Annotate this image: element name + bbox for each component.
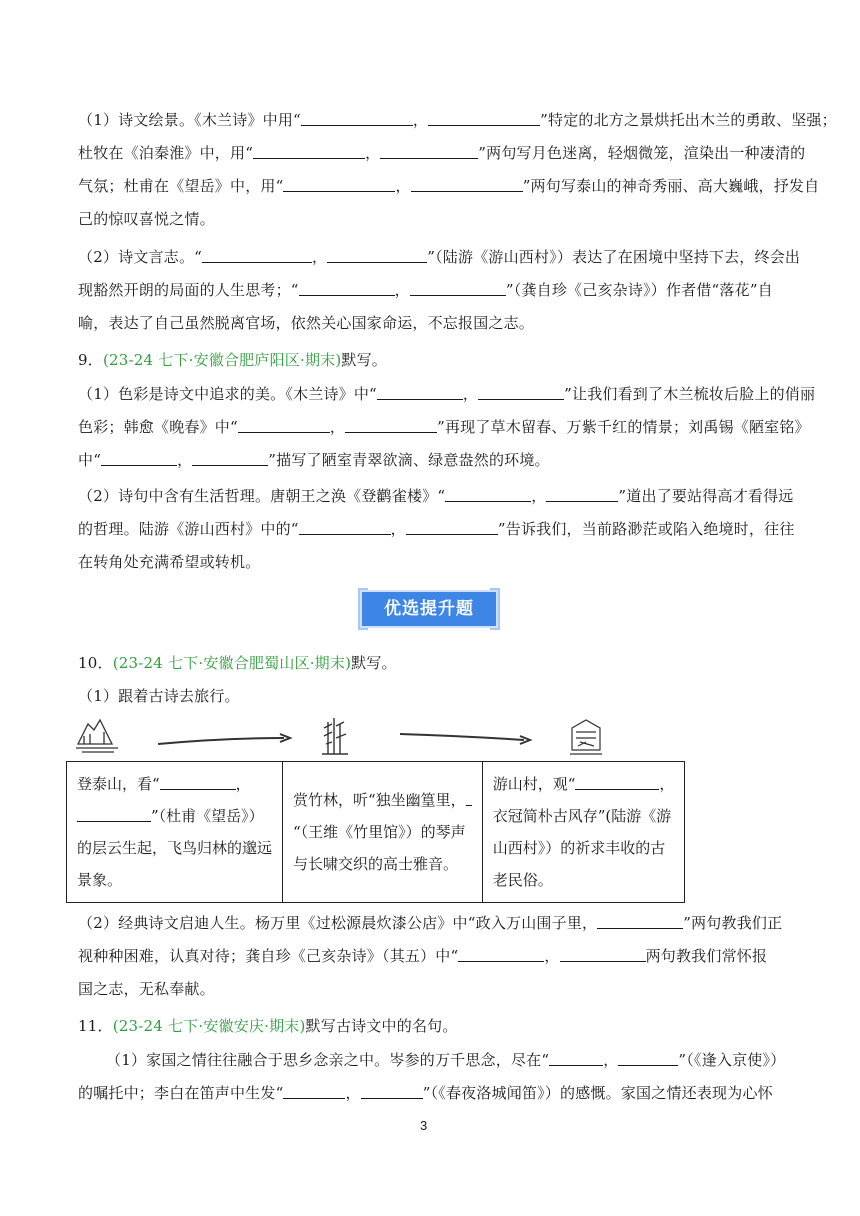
question-source[interactable]: (23-24 七下·安徽合肥庐阳区·期末)	[102, 351, 342, 369]
village-icon	[570, 720, 602, 754]
answer-blank[interactable]	[466, 791, 472, 806]
table-row	[67, 762, 685, 903]
q10-heading: 10．(23-24 七下·安徽合肥蜀山区·期末)默写。 （1）跟着古诗去旅行。	[78, 654, 397, 705]
bamboo-icon	[322, 718, 348, 754]
q11-part1: （1）家国之情往往融合于思乡念亲之中。岑参的万千思念，尽在“ ， ”（《逢入京使》） 的嘱托中；李白在笛声中生发“ ， ”（《春夜洛城闻笛》）的感慨。家国之情还表现为心怀	[78, 1051, 786, 1102]
answer-blank[interactable]	[101, 451, 177, 466]
answer-blank[interactable]	[411, 177, 523, 192]
answer-blank[interactable]	[283, 1084, 345, 1099]
answer-blank[interactable]	[253, 144, 365, 159]
q8-part2: （2）诗文言志。“ ， ”（陆游《游山西村》）表达了在困境中坚持下去，终会出 现豁然开朗的局面的人生思考；“ ， ”（龚自珍《己亥杂诗》）作者借“落花”自 喻，表达了自己虽然脱离官场，依然关心国家命运，不忘报国之志。	[78, 248, 801, 332]
answer-blank[interactable]	[410, 281, 506, 296]
answer-blank[interactable]	[327, 248, 427, 263]
answer-blank[interactable]	[202, 248, 312, 263]
table-cell-bamboo: 赏竹林，听“独坐幽篁里， “（王维《竹里馆》）的琴声 与长啸交织的高士雅音。	[283, 762, 483, 903]
answer-blank[interactable]	[238, 418, 330, 433]
text: （1）诗文绘景。《木兰诗》中用“	[78, 111, 301, 129]
answer-blank[interactable]	[406, 520, 498, 535]
q11-heading: 11．(23-24 七下·安徽安庆·期末)默写古诗文中的名句。	[78, 1017, 458, 1035]
travel-icons-row	[74, 714, 694, 758]
mountain-icon	[76, 720, 118, 752]
answer-blank[interactable]	[618, 1051, 678, 1066]
q9-heading: 9．(23-24 七下·安徽合肥庐阳区·期末)默写。	[78, 351, 388, 369]
arrow-right-icon	[400, 734, 530, 744]
answer-blank[interactable]	[299, 520, 391, 535]
answer-blank[interactable]	[428, 111, 540, 126]
answer-blank[interactable]	[478, 385, 564, 400]
section-banner	[358, 588, 500, 630]
answer-blank[interactable]	[283, 177, 395, 192]
answer-blank[interactable]	[77, 807, 151, 822]
answer-blank[interactable]	[345, 418, 437, 433]
answer-blank[interactable]	[546, 487, 618, 502]
page-number: 3	[420, 1118, 428, 1133]
answer-blank[interactable]	[361, 1084, 423, 1099]
q9-part2: （2）诗句中含有生活哲理。唐朝王之涣《登鹳雀楼》“ ， ”道出了要站得高才看得远 的哲理。陆游《游山西村》中的“ ， ”告诉我们，当前路渺茫或陷入绝境时，往往 在转角处充满希望或转机。	[78, 487, 795, 571]
question-number: 10．	[78, 654, 113, 672]
travel-table	[66, 761, 685, 903]
answer-blank[interactable]	[299, 281, 395, 296]
question-number: 11．	[78, 1017, 113, 1035]
table-cell-taishan: 登泰山，看“ ， ”（杜甫《望岳》） 的层云生起，飞鸟归林的邈远 景象。	[67, 762, 283, 903]
answer-blank[interactable]	[549, 1051, 603, 1066]
answer-blank[interactable]	[575, 775, 659, 790]
arrow-right-icon	[158, 734, 290, 744]
banner-title: 优选提升题	[362, 592, 496, 626]
answer-blank[interactable]	[597, 914, 683, 929]
q9-part1: （1）色彩是诗文中追求的美。《木兰诗》中“ ， ”让我们看到了木兰梳妆后脸上的俏丽 色彩；韩愈《晚春》中“ ， ”再现了草木留春、万紫千红的情景；刘禹锡《陋室铭》 中“ ， ”描写了陋室青翠欲滴、绿意盎然的环境。	[78, 385, 816, 469]
q8-part1: （1）诗文绘景。《木兰诗》中用“ ， ”特定的北方之景烘托出木兰的勇敢、坚强； 杜牧在《泊秦淮》中，用“ ， ”两句写月色迷离，轻烟微笼，渲染出一种凄清的 气氛；杜甫在《望岳》中，用“ ， ”两句写泰山的神奇秀丽、高大巍峨，抒发自 己的惊叹喜悦之情。	[78, 111, 837, 228]
answer-blank[interactable]	[160, 775, 236, 790]
answer-blank[interactable]	[560, 947, 646, 962]
table-cell-village: 游山村，观“ ， 衣冠简朴古风存”(陆游《游 山西村》）的祈求丰收的古 老民俗。	[482, 762, 685, 903]
answer-blank[interactable]	[192, 451, 268, 466]
question-source[interactable]: (23-24 七下·安徽合肥蜀山区·期末)	[112, 654, 352, 672]
answer-blank[interactable]	[380, 144, 478, 159]
answer-blank[interactable]	[377, 385, 463, 400]
question-number: 9．	[78, 351, 103, 369]
answer-blank[interactable]	[301, 111, 413, 126]
q10-part2: （2）经典诗文启迪人生。杨万里《过松源晨炊漆公店》中“政入万山围子里， ”两句教我们正 视种种困难，认真对待；龚自珍《己亥杂诗》（其五）中“ ， 两句教我们常怀报 国之志，无私奉献。	[78, 914, 783, 998]
question-source[interactable]: (23-24 七下·安徽安庆·期末)	[112, 1017, 306, 1035]
answer-blank[interactable]	[458, 947, 544, 962]
answer-blank[interactable]	[445, 487, 531, 502]
